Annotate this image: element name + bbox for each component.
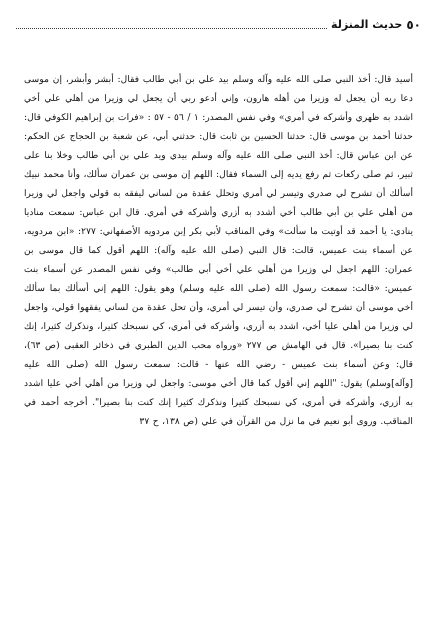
running-title: حديث المنزلة [331, 18, 403, 31]
header-dotted-rule [16, 28, 327, 29]
page-number: ٥٠ [406, 18, 421, 32]
body-text [24, 70, 413, 431]
body-paragraph: أسيد قال: أخذ النبي صلى الله عليه وآله وسلم بيد علي بن أبي طالب فقال: أبشر وأبشر، إن موسى دعا ربه أن يجعل له وزيرا من أهله هارون، وإني أدعو ربي أن يجعل لي وزيرا من أهلي علي أخي اشدد به ظهري وأشركه في أمري» وفي نفس المصدر: ١ / ٥٦ - ٥٧ : «فرات بن إبراهيم الكوفي قال: حدثنا أحمد بن موسى قال: حدثنا الحسين بن ثابت قال: حدثني أبي، عن شعبة بن الحجاج عن الحكم: عن ابن عباس قال: أخذ النبي صلى الله عليه وآله وسلم بيدي ويد علي بن أبي طالب وخلا بنا على ثبير، ثم صلى ركعات ثم رفع يديه إلى السماء فقال: اللهم إن موسى بن عمران سألك، وأنا محمد نبيك أسألك أن تشرح لي صدري وتيسر لي أمري وتحلل عقدة من لساني ليفقه به قولي واجعل لي وزيرا من أهلي علي بن أبي طالب أخي أشدد به أزري وأشركه في أمري. قال ابن عباس: سمعت مناديا ينادي: يا أحمد قد أوتيت ما سألت» وفي المناقب لأبي بكر إبن مردويه الأصفهاني: ٢٧٧: «ابن مردويه، عن أسماء بنت عميس، قالت: قال النبي (صلى الله عليه وآله): اللهم أقول كما قال موسى بن عمران: اللهم اجعل لي وزيرا من أهلي علي أخي أبي طالب» وفي نفس المصدر عن أسماء بنت عميس: «قالت: سمعت رسول الله (صلى الله عليه وسلم) وهو يقول: اللهم إني أسألك بما سألك أخي موسى أن تشرح لي صدري، وأن تيسر لي أمري، وأن تحل عقدة من لساني يفقهوا قولي، واجعل لي وزيرا من أهلي عليا أخي، اشدد به أزري، وأشركه في أمري، كي نسبحك كثيرا، ونذكرك كثيرا، إنك كنت بنا بصيرا». قال في الهامش ص ٢٧٧ «ورواه محب الدين الطبري في ذخائر العقبى (ص ٦٣)، قال: وعن أسماء بنت عميس - رضي الله عنها - قالت: سمعت رسول الله (صلى الله عليه [وآله]وسلم) يقول: "اللهم إني أقول كما قال أخي موسى: واجعل لي وزيرا من أهلي أخي عليا اشدد به أزري، وأشركه في أمري، كي نسبحك كثيرا ونذكرك كثيرا إنك كنت بنا بصيرا". أخرجه أحمد في المناقب. وروى أبو نعيم في ما نزل من القرآن في علي (ص ١٣٨، ح ٣٧ [24, 74, 414, 427]
page-header [16, 10, 421, 32]
